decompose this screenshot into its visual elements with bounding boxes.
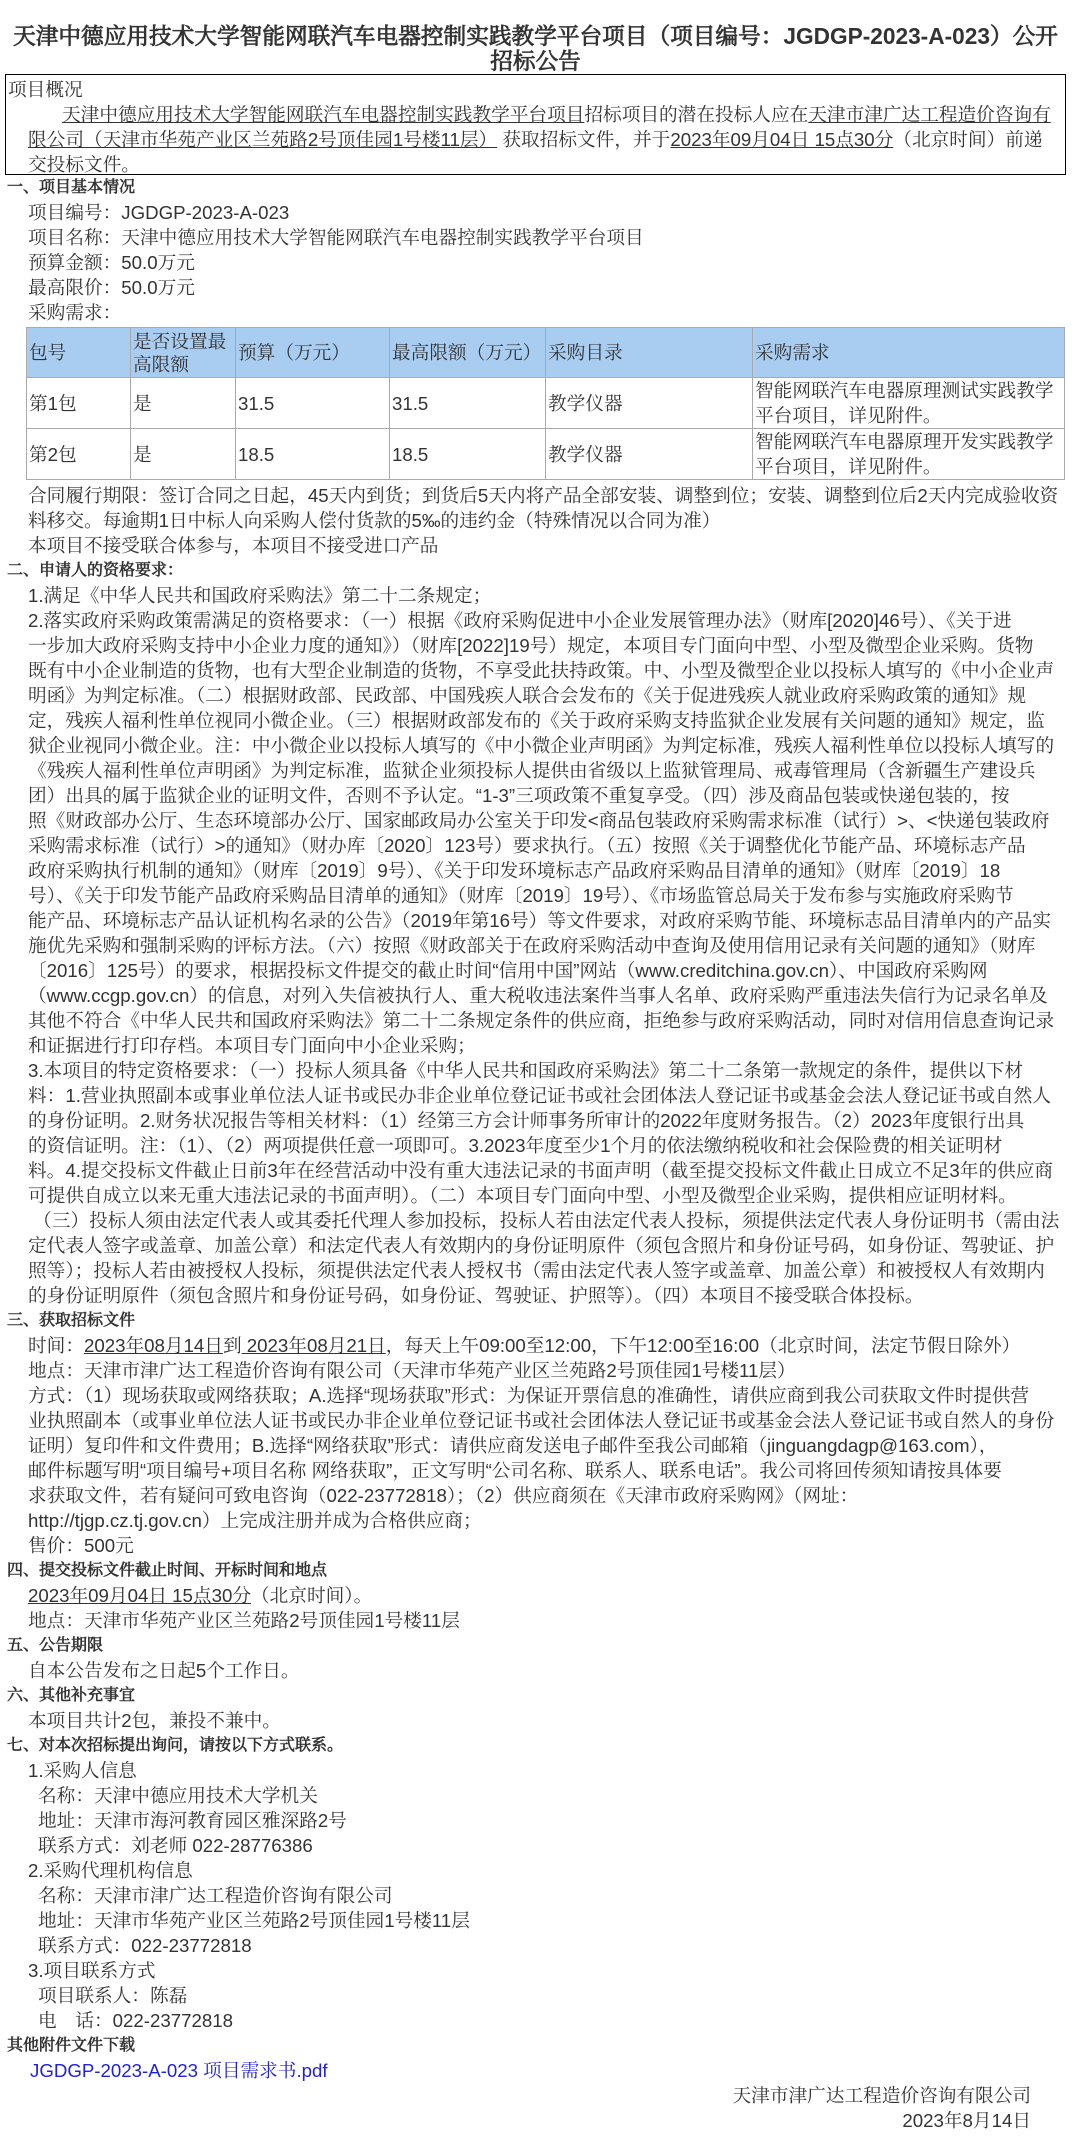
contract-term-line: 料移交。每逾期1日中标人向采购人偿付货款的5‰的违约金（特殊情况以合同为准） <box>28 510 721 531</box>
page-title-line-2: 招标公告 <box>490 48 581 74</box>
price-row <box>5 1533 1066 1558</box>
paragraph-line: 求获取文件，若有疑问可致电咨询（022-23772818）；（2）供应商须在《天津市政府采购网》（网址： <box>28 1485 859 1506</box>
paragraph-line: 号）、《关于印发节能产品政府采购品目清单的通知》（财库〔2019〕19号）、《市场监管总局关于发布参与实施政府采购节 <box>28 885 1014 906</box>
page-title-line-1: 天津中德应用技术大学智能网联汽车电器控制实践教学平台项目（项目编号：JGDGP-2023-A-023）公开 <box>13 23 1058 49</box>
paragraph-line: 政府采购执行机制的通知》（财库〔2019〕9号）、《关于印发环境标志产品政府采购品目清单的通知》（财库〔2019〕18 <box>28 860 1001 881</box>
project-contact-person: 陈磊 <box>149 1985 188 2006</box>
consortium-note: 本项目不接受联合体参与，本项目不接受进口产品 <box>28 535 439 556</box>
obtain-start-date: 2023年08月14日 <box>83 1335 223 1356</box>
project-overview-box <box>5 74 1066 175</box>
paragraph-line: （www.ccgp.gov.cn）的信息，对列入失信被执行人、重大税收违法案件当事人名单、政府采购严重违法失信行为记录名单及 <box>28 985 1048 1006</box>
section-other-matters <box>5 1683 1066 1733</box>
purchaser-name: 天津中德应用技术大学机关 <box>93 1785 318 1806</box>
page-title <box>5 24 1066 74</box>
overview-deadline: 2023年09月04日 15点30分 <box>670 129 894 150</box>
paragraph-line: 采购需求标准（试行）>的通知》（财办库〔2020〕123号）要求执行。（五）按照《关于调整优化节能产品、环境标志产品 <box>28 835 1026 856</box>
purchaser-address: 天津市海河教育园区雅深路2号 <box>93 1810 347 1831</box>
cell-catalog: 教学仪器 <box>546 429 753 480</box>
deadline-suffix: （北京时间）。 <box>250 1585 373 1606</box>
cell-lot: 第1包 <box>27 378 131 429</box>
obtain-end-date: 2023年08月21日 <box>241 1335 386 1356</box>
project-contact-phone: 022-23772818 <box>112 2010 233 2031</box>
paragraph-line: 其他不符合《中华人民共和国政府采购法》第二十二条规定条件的供应商，拒绝参与政府采购活动，同时对信用信息查询记录 <box>28 1010 1055 1031</box>
overview-line <box>8 152 1065 177</box>
overview-agency-address: 限公司（天津市华苑产业区兰苑路2号顶佳园1号楼11层） <box>28 129 498 150</box>
overview-text: 交投标文件。 <box>28 154 140 175</box>
cell-max-limit: 18.5 <box>390 429 546 480</box>
cell-budget: 18.5 <box>236 429 390 480</box>
field-label: 项目联系人： <box>38 1985 150 2006</box>
agency-name-row <box>5 1883 1066 1908</box>
paragraph-line: 《残疾人福利性单位声明函》为判定标准，监狱企业须投标人提供由省级以上监狱管理局、戒毒管理局（含新疆生产建设兵 <box>28 760 1036 781</box>
field-label: 时间： <box>28 1335 84 1356</box>
paragraph-line: 和证据进行打印存档。本项目专门面向中小企业采购； <box>28 1035 476 1056</box>
paragraph-line: 照《财政部办公厅、生态环境部办公厅、国家邮政局办公室关于印发<商品包装政府采购需求标准（试行）>、<快递包装政府 <box>28 810 1050 831</box>
procurement-table <box>26 327 1065 480</box>
paragraph-line: 施优先采购和强制采购的评标方法。（六）按照《财政部关于在政府采购活动中查询及使用信用记录有关问题的通知》（财库 <box>28 935 1036 956</box>
paragraph-line: 团）出具的属于监狱企业的证明文件，否则不予认定。“1-3”三项政策不重复享受。（四）涉及商品包装或快递包装的，按 <box>28 785 1010 806</box>
paragraph-line: 的资信证明。注：（1）、（2）两项提供任意一项即可。3.2023年度至少1个月的依法缴纳税收和社会保险费的相关证明材 <box>28 1135 1003 1156</box>
qualification-item-2 <box>5 608 1066 1058</box>
field-label: 电 话： <box>38 2010 113 2031</box>
purchaser-name-row <box>5 1783 1066 1808</box>
paragraph-line: 狱企业视同小微企业。注：中小微企业以投标人填写的《中小微企业声明函》为判定标准，残疾人福利性单位以投标人填写的 <box>28 735 1055 756</box>
agency-contact-row <box>5 1933 1066 1958</box>
requirements-label: 采购需求： <box>28 302 122 323</box>
column-header-lot: 包号 <box>27 328 131 378</box>
max-price-row <box>5 275 1066 300</box>
qualification-item-1: 1.满足《中华人民共和国政府采购法》第二十二条规定； <box>28 585 492 606</box>
paragraph-line: 业执照副本（或事业单位法人证书或民办非企业单位登记证书或社会团体法人登记证书或基金会法人登记证书或自然人的身份 <box>28 1410 1055 1431</box>
contract-term-line: 合同履行期限：签订合同之日起，45天内到货；到货后5天内将产品全部安装、调整到位；安装、调整到位后2天内完成验收资 <box>28 485 1059 506</box>
paragraph-line: （三）投标人须由法定代表人或其委托代理人参加投标，投标人若由法定代表人投标，须提供法定代表人身份证明书（需由法 <box>28 1210 1060 1231</box>
agency-contact: 022-23772818 <box>131 1935 252 1956</box>
max-price-value: 50.0万元 <box>121 277 195 298</box>
obtain-time-row <box>5 1333 1066 1358</box>
overview-label: 项目概况 <box>8 79 83 100</box>
signature-block <box>5 2083 1066 2133</box>
section-obtain-documents <box>5 1308 1066 1558</box>
cell-catalog: 教学仪器 <box>546 378 753 429</box>
column-header-has-max: 是否设置最高限额 <box>131 328 236 378</box>
field-label: 预算金额： <box>28 252 122 273</box>
purchaser-contact-row <box>5 1833 1066 1858</box>
field-label: 售价： <box>28 1535 84 1556</box>
paragraph-line: 3.本项目的特定资格要求：（一）投标人须具备《中华人民共和国政府采购法》第二十二条第一款规定的条件，提供以下材 <box>28 1060 1024 1081</box>
paragraph-line: 方式：（1）现场获取或网络获取；A.选择“现场获取”形式：为保证开票信息的准确性，请供应商到我公司获取文件时提供营 <box>28 1385 1030 1406</box>
field-label: 地址： <box>38 1810 94 1831</box>
paragraph-line: 定代表人签字或盖章、加盖公章）和法定代表人有效期内的身份证明原件（须包含照片和身份证号码，如身份证、驾驶证、护 <box>28 1235 1055 1256</box>
agency-name: 天津市津广达工程造价咨询有限公司 <box>93 1885 393 1906</box>
paragraph-line: 料。4.提交投标文件截止日前3年在经营活动中没有重大违法记录的书面声明（截至提交投标文件截止日成立不足3年的供应商 <box>28 1160 1054 1181</box>
attachments-heading: 其他附件文件下载 <box>7 2037 136 2054</box>
paragraph-line: 既有中小企业制造的货物，也有大型企业制造的货物，不享受此扶持政策。中、小型及微型企业以投标人填写的《中小企业声 <box>28 660 1055 681</box>
paragraph-line: 可提供自成立以来无重大违法记录的书面声明）。（二）本项目专门面向中型、小型及微型企业采购，提供相应证明材料。 <box>28 1185 1017 1206</box>
cell-max-limit: 31.5 <box>390 378 546 429</box>
budget-row <box>5 250 1066 275</box>
paragraph-line: 定，残疾人福利性单位视同小微企业。（三）根据财政部发布的《关于政府采购支持监狱企业发展有关问题的通知》规定，监 <box>28 710 1045 731</box>
signature-date: 2023年8月14日 <box>902 2110 1031 2131</box>
cell-lot: 第2包 <box>27 429 131 480</box>
attachment-link[interactable]: JGDGP-2023-A-023 项目需求书.pdf <box>30 2060 328 2081</box>
paragraph-line: 能产品、环境标志产品认证机构名录的公告》（2019年第16号）等文件要求，对政府采购节能、环境标志品目清单内的产品实 <box>28 910 1052 931</box>
obtain-to-text: 到 <box>222 1335 242 1356</box>
paragraph-line: 证明）复印件和文件费用；B.选择“网络获取”形式：请供应商发送电子邮件至我公司邮箱（jinguangdagp@163.com）， <box>28 1435 998 1456</box>
section-heading: 三、获取招标文件 <box>7 1312 136 1329</box>
section-basic-info <box>5 175 1066 558</box>
cell-has-max: 是 <box>131 378 236 429</box>
cell-budget: 31.5 <box>236 378 390 429</box>
field-label: 项目编号： <box>28 202 122 223</box>
budget-value: 50.0万元 <box>121 252 195 273</box>
section-contacts <box>5 1733 1066 2033</box>
price-value: 500元 <box>83 1535 134 1556</box>
overview-text: 招标项目的潜在投标人应在 <box>584 104 809 125</box>
obtain-hours: ，每天上午09:00至12:00，下午12:00至16:00（北京时间，法定节假日除外） <box>385 1335 1021 1356</box>
paragraph-line: 的身份证明原件（须包含照片和身份证号码，如身份证、驾驶证、护照等）。（四）本项目不接受联合体投标。 <box>28 1285 924 1306</box>
overview-text: 获取招标文件，并于 <box>497 129 671 150</box>
field-label: 名称： <box>38 1785 94 1806</box>
field-label: 地址： <box>38 1910 94 1931</box>
announcement-content <box>5 24 1066 2133</box>
section-qualifications <box>5 558 1066 1308</box>
deadline-row <box>5 1583 1066 1608</box>
paragraph-line: 一步加大政府采购支持中小企业力度的通知》）（财库[2022]19号）规定，本项目专门面向中型、小型及微型企业采购。货物 <box>28 635 1034 656</box>
table-row <box>27 429 1065 480</box>
overview-agency-name: 天津市津广达工程造价咨询有 <box>808 104 1051 125</box>
section-heading: 六、其他补充事宜 <box>7 1687 136 1704</box>
cell-has-max: 是 <box>131 429 236 480</box>
overview-text: （北京时间）前递 <box>893 129 1043 150</box>
paragraph-line: 料：1.营业执照副本或事业单位法人证书或民办非企业单位登记证书或社会团体法人登记证书或基金会法人登记证书或自然人 <box>28 1085 1051 1106</box>
agency-address-row <box>5 1908 1066 1933</box>
paragraph-line: 2.落实政府采购政策需满足的资格要求：（一）根据《政府采购促进中小企业发展管理办法》（财库[2020]46号）、《关于进 <box>28 610 1012 631</box>
cell-requirement: 智能网联汽车电器原理测试实践教学平台项目，详见附件。 <box>753 378 1065 429</box>
purchaser-contact: 刘老师 022-28776386 <box>131 1835 313 1856</box>
paragraph-line: 邮件标题写明“项目编号+项目名称 网络获取”，正文写明“公司名称、联系人、联系电话”。我公司将回传须知请按具体要 <box>28 1460 1002 1481</box>
field-label: 名称： <box>38 1885 94 1906</box>
section-heading: 二、申请人的资格要求： <box>7 562 184 579</box>
deadline-datetime: 2023年09月04日 15点30分 <box>28 1585 251 1606</box>
table-row <box>27 378 1065 429</box>
section-heading: 五、公告期限 <box>7 1637 104 1654</box>
project-number-value: JGDGP-2023-A-023 <box>121 202 290 223</box>
section-heading: 一、项目基本情况 <box>7 179 136 196</box>
field-label: 地点： <box>28 1360 84 1381</box>
overview-project-name: 天津中德应用技术大学智能网联汽车电器控制实践教学平台项目 <box>62 104 585 125</box>
project-number-row <box>5 200 1066 225</box>
paragraph-line: http://tjgp.cz.tj.gov.cn）上完成注册并成为合格供应商； <box>28 1510 482 1531</box>
signature-organization: 天津市津广达工程造价咨询有限公司 <box>732 2085 1031 2106</box>
field-label: 地点： <box>28 1610 84 1631</box>
field-label: 最高限价： <box>28 277 122 298</box>
paragraph-line: 的身份证明。2.财务状况报告等相关材料：（1）经第三方会计师事务所审计的2022年度财务报告。（2）2023年度银行出具 <box>28 1110 1025 1131</box>
obtain-method <box>5 1383 1066 1533</box>
opening-location-value: 天津市华苑产业区兰苑路2号顶佳园1号楼11层 <box>83 1610 460 1631</box>
paragraph-line: 明函》为判定标准。（二）根据财政部、民政部、中国残疾人联合会发布的《关于促进残疾人就业政府采购政策的通知》规 <box>28 685 1027 706</box>
section-heading: 四、提交投标文件截止时间、开标时间和地点 <box>7 1562 328 1579</box>
column-header-catalog: 采购目录 <box>546 328 753 378</box>
section-heading: 七、对本次招标提出询问，请按以下方式联系。 <box>7 1737 344 1754</box>
project-name-row <box>5 225 1066 250</box>
agency-address: 天津市华苑产业区兰苑路2号顶佳园1号楼11层 <box>93 1910 470 1931</box>
project-contact-person-row <box>5 1983 1066 2008</box>
field-label: 项目名称： <box>28 227 122 248</box>
column-header-max-limit: 最高限额（万元） <box>390 328 546 378</box>
project-contact-title: 3.项目联系方式 <box>28 1960 156 1981</box>
field-label: 联系方式： <box>38 1835 132 1856</box>
paragraph-line: 〔2016〕125号）的要求，根据投标文件提交的截止时间“信用中国”网站（www.creditchina.gov.cn）、中国政府采购网 <box>28 960 988 981</box>
section-attachments <box>5 2033 1066 2083</box>
obtain-location-value: 天津市津广达工程造价咨询有限公司（天津市华苑产业区兰苑路2号顶佳园1号楼11层） <box>83 1360 796 1381</box>
table-header-row <box>27 328 1065 378</box>
project-name-value: 天津中德应用技术大学智能网联汽车电器控制实践教学平台项目 <box>121 227 644 248</box>
other-matters-text: 本项目共计2包，兼投不兼中。 <box>28 1710 281 1731</box>
opening-location-row <box>5 1608 1066 1633</box>
field-label: 联系方式： <box>38 1935 132 1956</box>
paragraph-line: 照等）；投标人若由被授权人投标，须提供法定代表人授权书（需由法定代表人签字或盖章、加盖公章）和被授权人有效期内 <box>28 1260 1045 1281</box>
section-submission-deadline <box>5 1558 1066 1633</box>
column-header-requirement: 采购需求 <box>753 328 1065 378</box>
section-notice-period <box>5 1633 1066 1683</box>
purchaser-title: 1.采购人信息 <box>28 1760 137 1781</box>
qualification-item-3 <box>5 1058 1066 1308</box>
overview-line <box>8 127 1065 152</box>
obtain-location-row <box>5 1358 1066 1383</box>
overview-line <box>8 102 1065 127</box>
project-contact-phone-row <box>5 2008 1066 2033</box>
agency-title: 2.采购代理机构信息 <box>28 1860 193 1881</box>
attachment-row <box>5 2058 1066 2083</box>
purchaser-address-row <box>5 1808 1066 1833</box>
column-header-budget: 预算（万元） <box>236 328 390 378</box>
notice-period-text: 自本公告发布之日起5个工作日。 <box>28 1660 300 1681</box>
cell-requirement: 智能网联汽车电器原理开发实践教学平台项目，详见附件。 <box>753 429 1065 480</box>
